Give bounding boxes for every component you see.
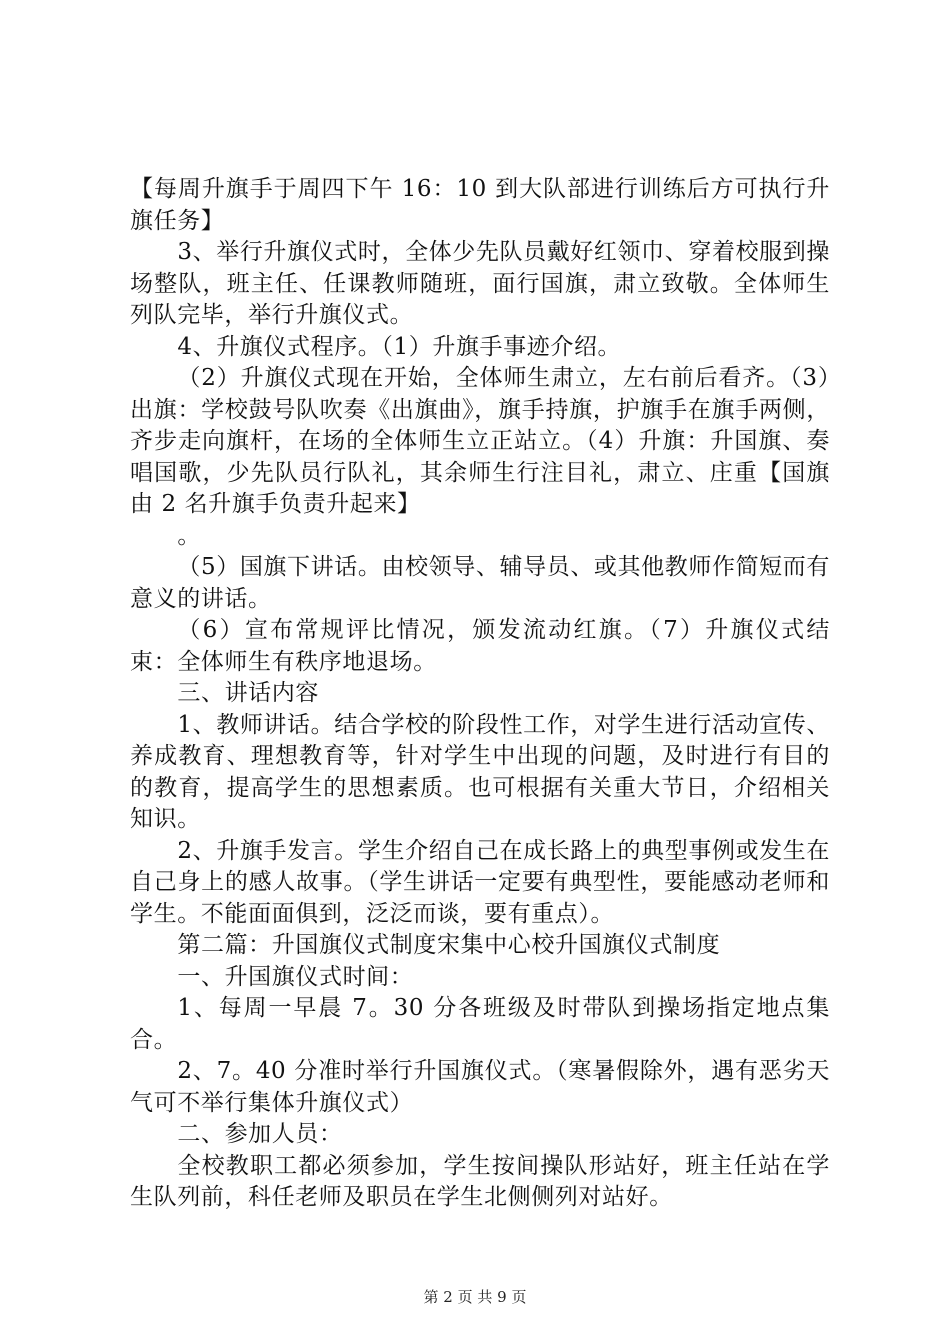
paragraph: 1、教师讲话。结合学校的阶段性工作，对学生进行活动宣传、养成教育、理想教育等，针对学生中出现的问题，及时进行有目的的教育，提高学生的思想素质。也可根据有关重大节日，介绍相关知识。 (130, 711, 830, 832)
paragraph: （6）宣布常规评比情况，颁发流动红旗。（7）升旗仪式结束：全体师生有秩序地退场。 (130, 617, 830, 675)
paragraph: 全校教职工都必须参加，学生按间操队形站好，班主任站在学生队列前，科任老师及职员在学生北侧侧列对站好。 (130, 1152, 830, 1210)
paragraph: 2、7。40 分准时举行升国旗仪式。（寒暑假除外，遇有恶劣天气可不举行集体升旗仪式） (130, 1058, 830, 1116)
document-body (130, 174, 830, 1214)
paragraph: 4、升旗仪式程序。（1）升旗手事迹介绍。 (177, 333, 622, 360)
paragraph: 1、每周一早晨 7。30 分各班级及时带队到操场指定地点集合。 (130, 995, 830, 1053)
section-heading: 三、讲话内容 (177, 680, 319, 706)
paragraph: （5）国旗下讲话。由校领导、辅导员、或其他教师作简短而有意义的讲话。 (130, 554, 830, 612)
paragraph: （2）升旗仪式现在开始，全体师生肃立，左右前后看齐。（3）出旗：学校鼓号队吹奏《出旗曲》，旗手持旗，护旗手在旗手两侧，齐步走向旗杆，在场的全体师生立正站立。（4）升旗：升国旗、奏唱国歌，少先队员行队礼，其余师生行注目礼，肃立、庄重【国旗由 2 名升旗手负责升起来】 (130, 365, 830, 517)
page-number: 第 2 页 共 9 页 (423, 1288, 527, 1306)
section-heading: 二、参加人员： (177, 1121, 343, 1147)
section-heading: 一、升国旗仪式时间： (177, 963, 414, 990)
paragraph: 【每周升旗手于周四下午 16：10 到大队部进行训练后方可执行升旗任务】 (130, 176, 830, 234)
paragraph: 。 (177, 522, 201, 549)
paragraph: 2、升旗手发言。学生介绍自己在成长路上的典型事例或发生在自己身上的感人故事。（学生讲话一定要有典型性，要能感动老师和学生。不能面面俱到，泛泛而谈，要有重点）。 (130, 837, 830, 927)
section-heading: 第二篇：升国旗仪式制度宋集中心校升国旗仪式制度 (177, 932, 721, 958)
paragraph: 3、举行升旗仪式时，全体少先队员戴好红领巾、穿着校服到操场整队，班主任、任课教师随班，面行国旗，肃立致敬。全体师生列队完毕，举行升旗仪式。 (130, 239, 830, 328)
